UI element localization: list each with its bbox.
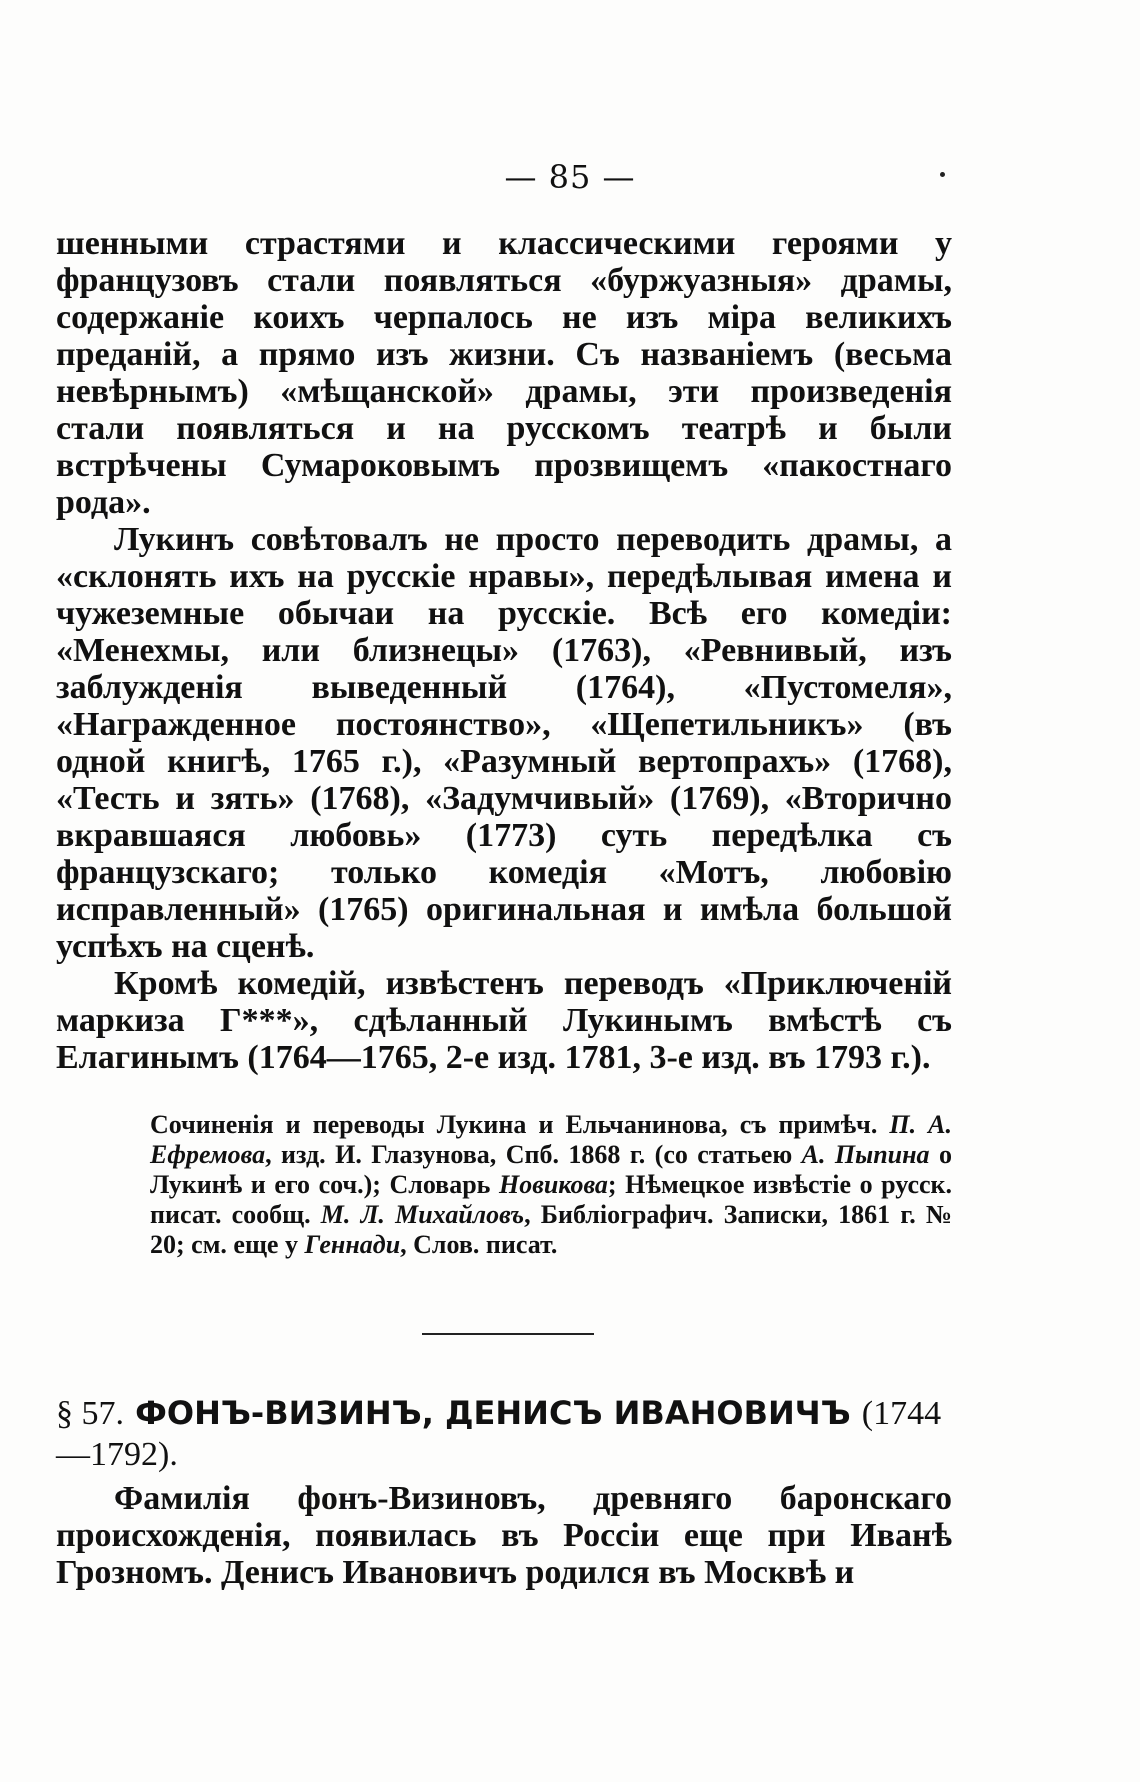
note-text-6: , Слов. писат.	[400, 1230, 558, 1259]
note-text-2: , изд. И. Глазунова, Спб. 1868 г. (со статьею	[265, 1140, 802, 1169]
main-text	[56, 225, 952, 1076]
note-author-gennadi: Геннади	[304, 1230, 401, 1259]
print-speck	[940, 172, 945, 177]
note-author-novikov: Новикова	[498, 1170, 608, 1199]
paragraph-2: Лукинъ совѣтовалъ не просто переводить драмы, а «склонять ихъ на русскіе нравы», передѣлывая имена и чужеземные обычаи на русскіе. Всѣ его комедіи: «Менехмы, или близнецы» (1763), «Ревнивый, изъ заблужденія выведенный (1764), «Пустомеля», «Награжденное постоянство», «Щепетильникъ» (въ одной книгѣ, 1765 г.), «Разумный вертопрахъ» (1768), «Тесть и зять» (1768), «Задумчивый» (1769), «Вторично вкравшаяся любовь» (1773) суть передѣлка съ французскаго; только комедія «Мотъ, любовію исправленный» (1765) оригинальная и имѣла большой успѣхъ на сценѣ.	[56, 521, 952, 965]
paragraph-1: шенными страстями и классическими героями у французовъ стали появляться «буржуазныя» драмы, содержаніе коихъ черпалось не изъ міра великихъ преданій, а прямо изъ жизни. Съ названіемъ (весьма невѣрнымъ) «мѣщанской» драмы, эти произведенія стали появляться и на русскомъ театрѣ и были встрѣчены Сумароковымъ прозвищемъ «пакостнаго рода».	[56, 225, 952, 521]
note-text-3: о Лукинѣ и его соч.); Словарь	[150, 1140, 952, 1199]
note-author-pypin: А. Пыпина	[801, 1140, 930, 1169]
note-author-mikhailov: М. Л. Михайловъ	[320, 1200, 525, 1229]
section-heading	[56, 1393, 952, 1475]
section-number: § 57.	[56, 1395, 124, 1432]
note-text-1: Сочиненія и переводы Лукина и Ельчанинова, съ примѣч.	[150, 1110, 890, 1139]
note-author-efremov: П. А. Ефремова	[150, 1110, 952, 1169]
page-number: — 85 —	[504, 158, 636, 196]
section-divider	[422, 1333, 594, 1335]
section-text	[56, 1480, 952, 1591]
bibliography-note	[150, 1110, 952, 1260]
paragraph-4: Фамилія фонъ-Визиновъ, древняго баронскаго происхожденія, появилась въ Россіи еще при Иванѣ Грозномъ. Денисъ Ивановичъ родился въ Москвѣ и	[56, 1480, 952, 1591]
note-text-4: ; Нѣмецкое извѣстіе о русск. писат. сообщ.	[150, 1170, 953, 1229]
section-title: ФОНЪ-ВИЗИНЪ, ДЕНИСЪ ИВАНОВИЧЪ	[135, 1394, 851, 1432]
note-text-5: , Библіографич. Записки, 1861 г. № 20; см. еще у	[150, 1200, 953, 1259]
section-years: (1744—1792).	[56, 1395, 942, 1473]
paragraph-3: Кромѣ комедій, извѣстенъ переводъ «Приключеній маркиза Г***», сдѣланный Лукинымъ вмѣстѣ съ Елагинымъ (1764—1765, 2-е изд. 1781, 3-е изд. въ 1793 г.).	[56, 965, 952, 1076]
